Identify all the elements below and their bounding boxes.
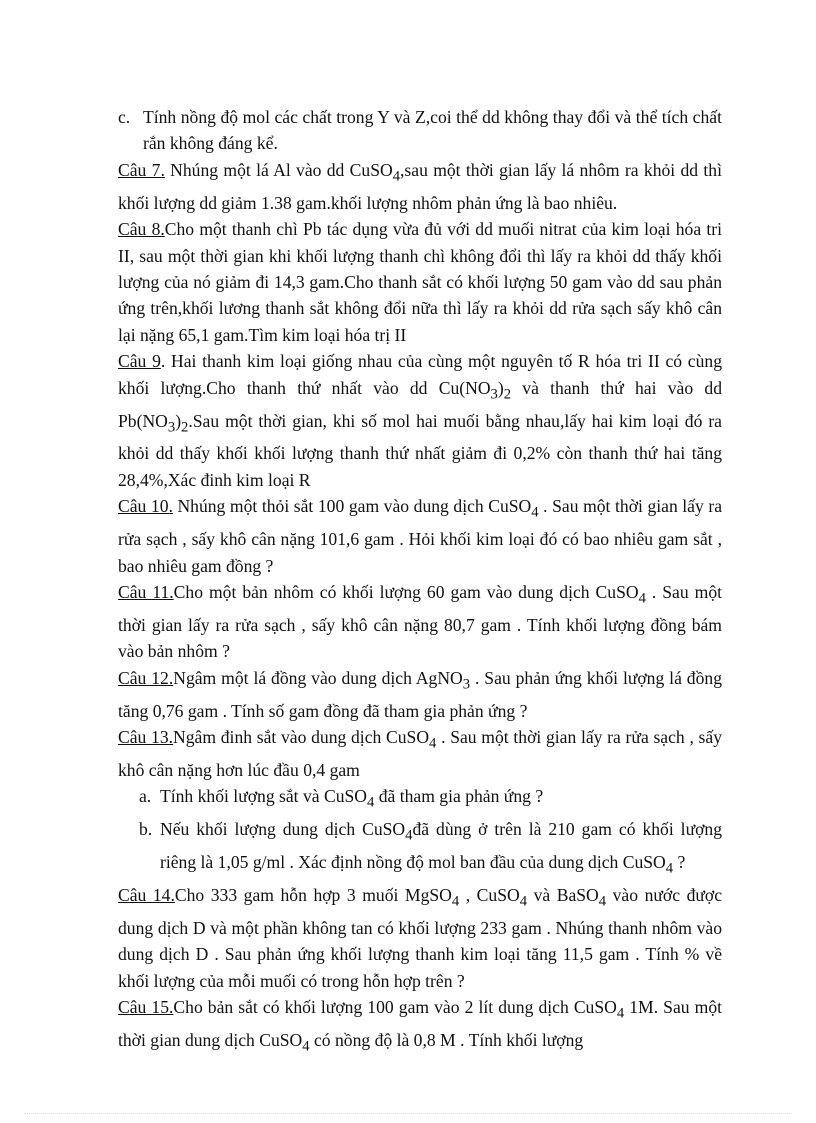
item-c-marker: c. [118, 107, 131, 127]
question-13: Câu 13.Ngâm đinh sắt vào dung dịch CuSO$_4$ . Sau một thời gian lấy ra rửa sạch , sấy khô cân nặng hơn lúc đầu 0,4 gam [118, 727, 722, 780]
question-12: Câu 12.Ngâm một lá đồng vào dung dịch AgNO$_3$ . Sau phản ứng khối lượng lá đồng tăng 0,76 gam . Tính số gam đồng đã tham gia phản ứng ? [118, 667, 722, 721]
question-13-item-a: a. Tính khối lượng sắt và CuSO$_4$ đã tham gia phản ứng ? [139, 786, 544, 811]
document-page [118, 104, 722, 1060]
question-7: Câu 7. Nhúng một lá Al vào dd CuSO$_4$,sau một thời gian lấy lá nhôm ra khỏi dd thì khối lượng dd giảm 1.38 gam.khối lượng nhôm phản ứng là bao nhiêu. [118, 159, 722, 213]
question-12-label: Câu 12. [118, 667, 174, 688]
question-8: Câu 8.Cho một thanh chì Pb tác dụng vừa đủ với dd muối nitrat của kim loại hóa tri II, sau một thời gian khi khối lượng thanh chì không đổi thì lấy ra khỏi dd thấy khối lượng của nó giảm đi 14,3 gam.Cho thanh sắt có khối lượng 50 gam vào dd sau phản ứng trên,khối lương thanh sắt không đổi nữa thì lấy ra khỏi dd rửa sạch sấy khô cân lại nặng 65,1 gam.Tìm kim loại hóa trị II [118, 219, 722, 345]
question-15-label: Câu 15. [118, 997, 174, 1018]
question-9-label: Câu 9 [118, 351, 161, 372]
question-8-label: Câu 8. [118, 219, 165, 240]
question-13-subitems [118, 783, 722, 882]
question-9: Câu 9. Hai thanh kim loại giống nhau của cùng một nguyên tố R hóa tri II có cùng khối lượng.Cho thanh thứ nhất vào dd $Cu(NO_3)_2$ và thanh thứ hai vào dd $Pb(NO_3)_2.Sau$ một thời gian, khi số mol hai muối bằng nhau,lấy hai kim loại đó ra khỏi dd thấy khối khối lượng thanh thứ nhất giảm đi 0,2% còn thanh thứ hai tăng 28,4%,Xác đinh kim loại R [118, 351, 722, 490]
question-13-label: Câu 13. [118, 727, 174, 748]
question-11-label: Câu 11. [118, 581, 174, 602]
question-15: Câu 15.Cho bản sắt có khối lượng 100 gam vào 2 lít dung dịch CuSO$_4$ 1M. Sau một thời gian dung dịch CuSO$_4$ có nồng độ là 0,8 M . Tính khối lượng [118, 997, 722, 1055]
item-c [118, 104, 722, 157]
question-14-label: Câu 14. [118, 885, 175, 906]
question-7-label: Câu 7. [118, 159, 165, 180]
question-10-label: Câu 10. [118, 496, 173, 517]
item-c-text: Tính nồng độ mol các chất trong Y và Z,coi thể dd không thay đổi và thể tích chất rắn không đáng kể. [143, 107, 722, 154]
page-bottom-divider [24, 1113, 792, 1114]
question-14: Câu 14.Cho 333 gam hỗn hợp 3 muối MgSO$_4$ , CuSO$_4$ và BaSO$_4$ vào nước được dung dịch D và một phần không tan có khối lượng 233 gam . Nhúng thanh nhôm vào dung dịch D . Sau phản ứng khối lượng thanh kim loại tăng 11,5 gam . Tính % về khối lượng của mỗi muối có trong hỗn hợp trên ? [118, 885, 723, 991]
question-10: Câu 10. Nhúng một thỏi sắt 100 gam vào dung dịch CuSO$_4$ . Sau một thời gian lấy ra rửa sạch , sấy khô cân nặng 101,6 gam . Hỏi khối kim loại đó có bao nhiêu gam sắt , bao nhiêu gam đồng ? [118, 496, 723, 576]
question-13-item-b: b. Nếu khối lượng dung dịch CuSO$_4$đã dùng ở trên là 210 gam có khối lượng riêng là 1,05 g/ml . Xác định nồng độ mol ban đầu của dung dịch CuSO$_4$ ? [139, 819, 723, 877]
question-11: Câu 11.Cho một bản nhôm có khối lượng 60 gam vào dung dịch CuSO$_4$ . Sau một thời gian lấy ra rửa sạch , sấy khô cân nặng 80,7 gam . Tính khối lượng đồng bám vào bản nhôm ? [118, 581, 722, 662]
